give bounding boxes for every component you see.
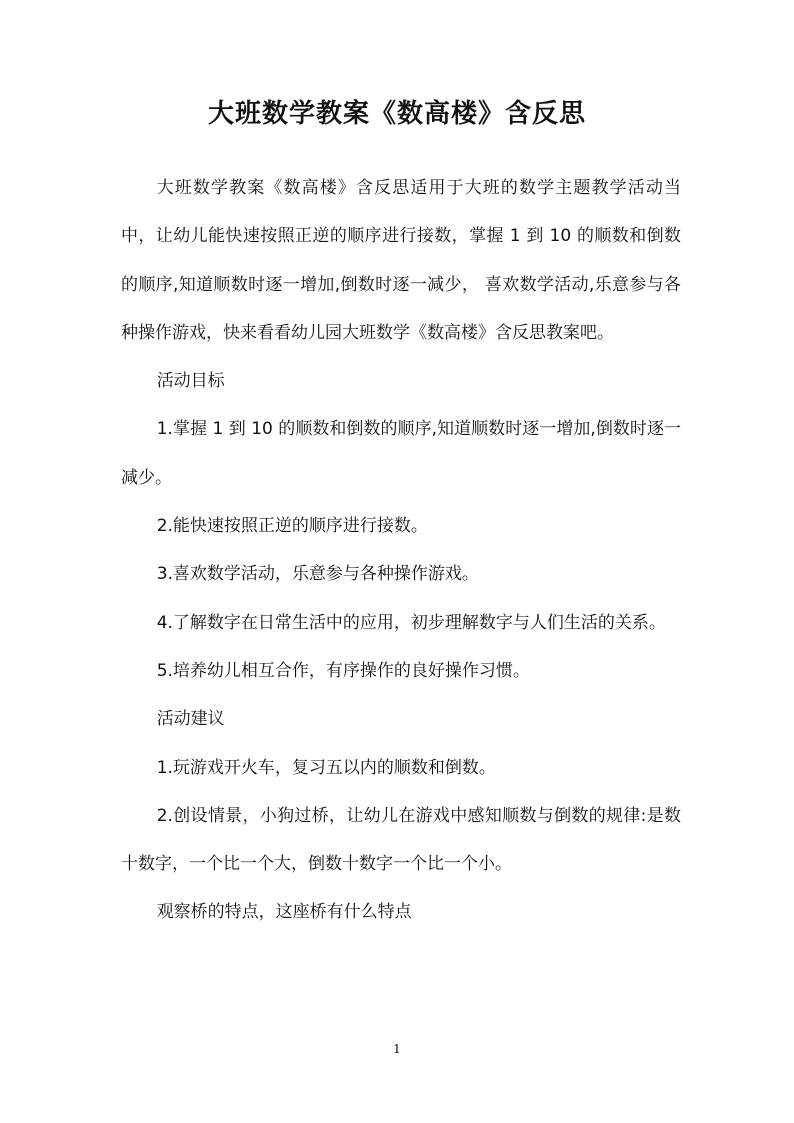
suggestion-note: 观察桥的特点，这座桥有什么特点 [156, 902, 412, 923]
page-number: 1 [393, 1042, 401, 1056]
intro-paragraph: 大班数学教案《数高楼》含反思适用于大班的数学主题教学活动当中，让幼儿能快速按照正逆的顺序进行接数，掌握 1 到 10 的顺数和倒数的顺序,知道顺数时逐一增加,倒数时逐一减少， 喜欢数学活动,乐意参与各种操作游戏，快来看看幼儿园大班数学《数高楼》含反思教案吧。 [121, 178, 681, 343]
suggestion-item-2: 2.创设情景，小狗过桥，让幼儿在游戏中感知顺数与倒数的规律:是数十数字，一个比一个大，倒数十数字一个比一个小。 [121, 805, 681, 875]
section-heading-suggestions: 活动建议 [156, 709, 225, 730]
objective-item-2: 2.能快速按照正逆的顺序进行接数。 [156, 516, 428, 537]
objective-item-4: 4.了解数字在日常生活中的应用，初步理解数字与人们生活的关系。 [156, 612, 666, 633]
suggestion-item-1: 1.玩游戏开火车，复习五以内的顺数和倒数。 [156, 757, 496, 778]
objective-item-1: 1.掌握 1 到 10 的顺数和倒数的顺序,知道顺数时逐一增加,倒数时逐一减少。 [121, 419, 681, 488]
document-title: 大班数学教案《数高楼》含反思 [207, 99, 586, 129]
objective-item-3: 3.喜欢数学活动，乐意参与各种操作游戏。 [156, 564, 479, 585]
objective-item-5: 5.培养幼儿相互合作，有序操作的良好操作习惯。 [156, 660, 530, 681]
section-heading-objectives: 活动目标 [156, 371, 225, 392]
document-body [121, 164, 681, 937]
